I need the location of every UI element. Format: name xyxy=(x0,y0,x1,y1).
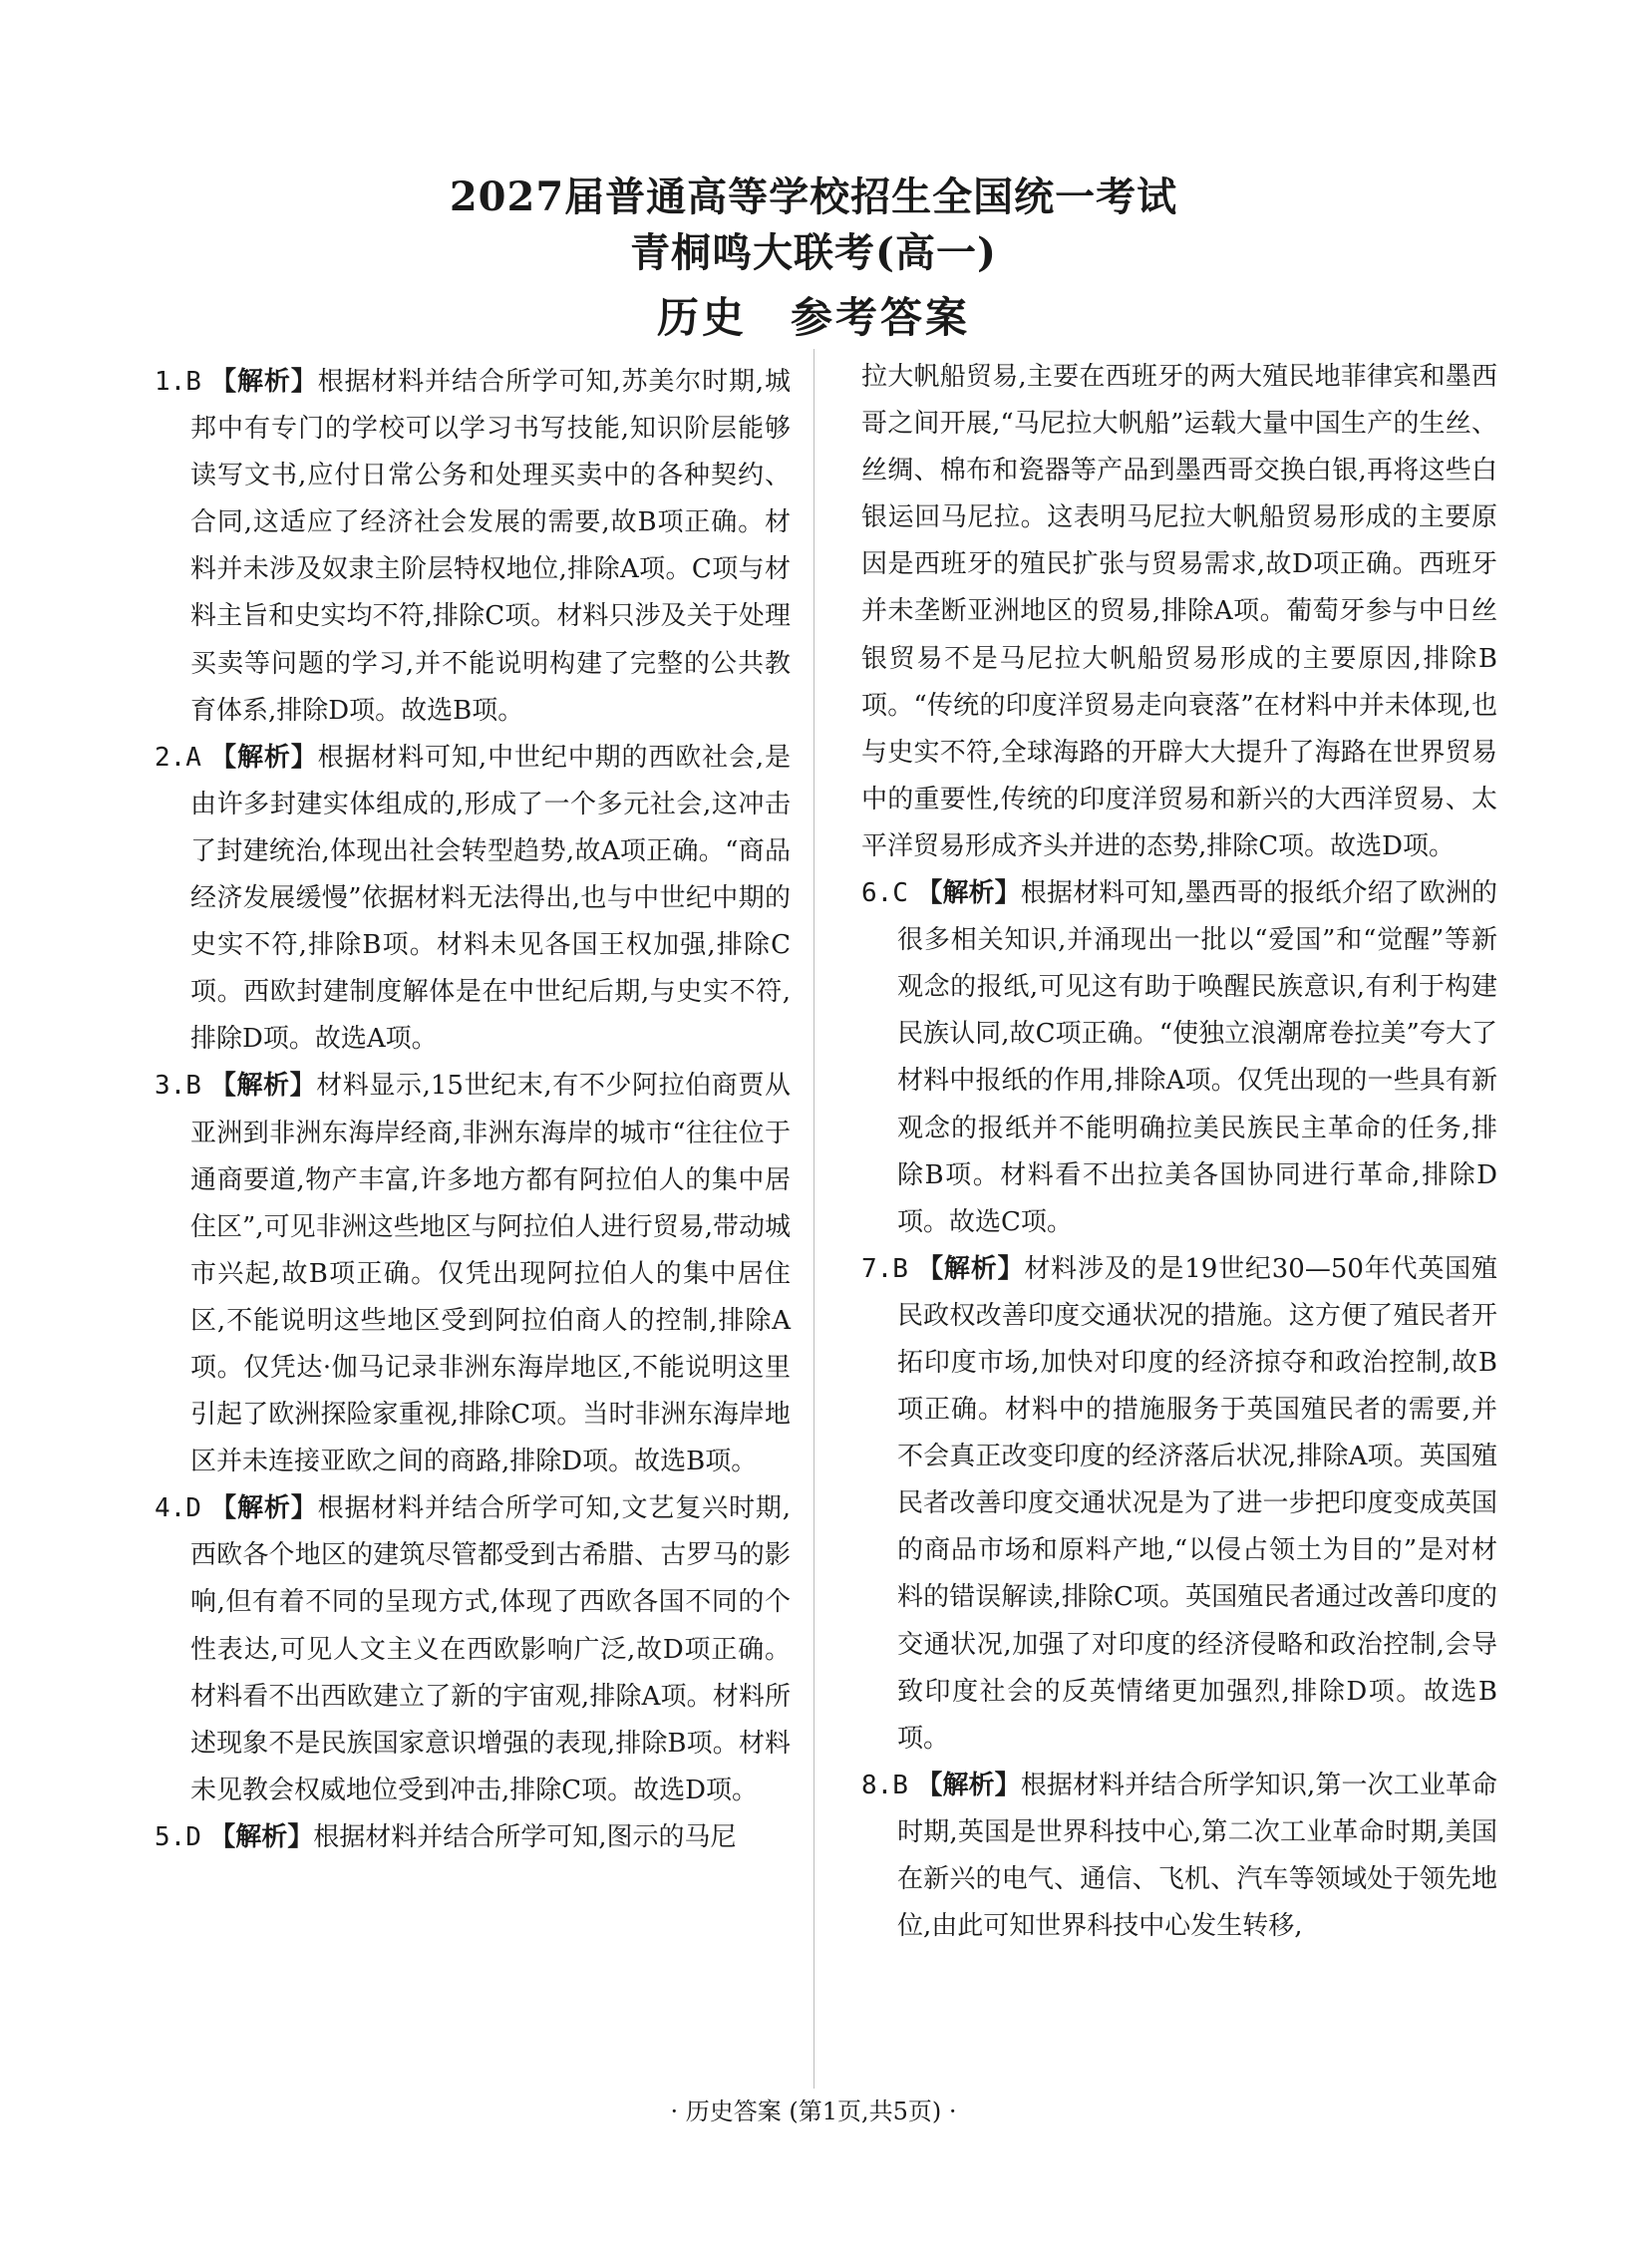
answer-text: 根据材料可知,中世纪中期的西欧社会,是由许多封建实体组成的,形成了一个多元社会,这冲击了封建统治,体现出社会转型趋势,故A项正确。“商品经济发展缓慢”依据材料无法得出,也与中世纪中期的史实不符,排除B项。材料未见各国王权加强,排除C项。西欧封建制度解体是在中世纪后期,与史实不符,排除D项。故选A项。 xyxy=(190,742,792,1055)
exam-title: 2027届普通高等学校招生全国统一考试 xyxy=(449,173,1178,220)
answer-item-5-continued xyxy=(861,354,1497,870)
analysis-tag: 【解析】 xyxy=(210,367,318,397)
right-column xyxy=(861,354,1497,1950)
page-footer: · 历史答案 (第1页,共5页) · xyxy=(670,2098,957,2125)
answer-text: 根据材料并结合所学可知,文艺复兴时期,西欧各个地区的建筑尽管都受到古希腊、古罗马的影响,但有着不同的呈现方式,体现了西欧各国不同的个性表达,可见人文主义在西欧影响广泛,故D项正确。材料看不出西欧建立了新的宇宙观,排除A项。材料所述现象不是民族国家意识增强的表现,排除B项。材料未见教会权威地位受到冲击,排除C项。故选D项。 xyxy=(190,1493,792,1805)
analysis-tag: 【解析】 xyxy=(916,1770,1021,1800)
analysis-tag: 【解析】 xyxy=(209,1071,317,1102)
answer-item-2 xyxy=(155,735,791,1064)
document-title xyxy=(0,285,1627,345)
answer-item-8 xyxy=(861,1763,1497,1950)
answer-item-1 xyxy=(155,359,791,735)
answer-number: 5.D xyxy=(155,1821,201,1852)
answer-text: 根据材料可知,墨西哥的报纸介绍了欧洲的很多相关知识,并涌现出一批以“爱国”和“觉醒”等新观念的报纸,可见这有助于唤醒民族意识,有利于构建民族认同,故C项正确。“使独立浪潮席卷拉美”夸大了材料中报纸的作用,排除A项。仅凭出现的一些具有新观念的报纸并不能明确拉美民族民主革命的任务,排除B项。材料看不出拉美各国协同进行革命,排除D项。故选C项。 xyxy=(897,878,1497,1237)
analysis-tag: 【解析】 xyxy=(917,1253,1025,1284)
left-column xyxy=(155,359,791,1861)
answer-text: 根据材料并结合所学知识,第一次工业革命时期,英国是世界科技中心,第二次工业革命时期,美国在新兴的电气、通信、飞机、汽车等领域处于领先地位,由此可知世界科技中心发生转移, xyxy=(897,1770,1497,1942)
answer-number: 2.A xyxy=(155,742,201,773)
answer-item-7 xyxy=(861,1246,1497,1763)
answer-text: 拉大帆船贸易,主要在西班牙的两大殖民地菲律宾和墨西哥之间开展,“马尼拉大帆船”运载大量中国生产的生丝、丝绸、棉布和瓷器等产品到墨西哥交换白银,再将这些白银运回马尼拉。这表明马尼拉大帆船贸易形成的主要原因是西班牙的殖民扩张与贸易需求,故D项正确。西班牙并未垄断亚洲地区的贸易,排除A项。葡萄牙参与中日丝银贸易不是马尼拉大帆船贸易形成的主要原因,排除B项。“传统的印度洋贸易走向衰落”在材料中并未体现,也与史实不符,全球海路的开辟大大提升了海路在世界贸易中的重要性,传统的印度洋贸易和新兴的大西洋贸易、太平洋贸易形成齐头并进的态势,排除C项。故选D项。 xyxy=(861,362,1497,861)
answer-item-6 xyxy=(861,870,1497,1246)
doc-type-label: 参考答案 xyxy=(791,293,971,342)
answer-number: 8.B xyxy=(861,1770,908,1800)
answer-text: 根据材料并结合所学可知,图示的马尼 xyxy=(313,1821,737,1852)
answer-number: 3.B xyxy=(155,1071,201,1102)
analysis-tag: 【解析】 xyxy=(209,1821,314,1852)
analysis-tag: 【解析】 xyxy=(210,742,318,773)
answer-item-3 xyxy=(155,1063,791,1485)
analysis-tag: 【解析】 xyxy=(916,878,1021,909)
answer-item-5 xyxy=(155,1814,791,1861)
answer-text: 根据材料并结合所学可知,苏美尔时期,城邦中有专门的学校可以学习书写技能,知识阶层能够读写文书,应付日常公务和处理买卖中的各种契约、合同,这适应了经济社会发展的需要,故B项正确。材料并未涉及奴隶主阶层特权地位,排除A项。C项与材料主旨和史实均不符,排除C项。材料只涉及关于处理买卖等问题的学习,并不能说明构建了完整的公共教育体系,排除D项。故选B项。 xyxy=(190,367,792,726)
analysis-tag: 【解析】 xyxy=(210,1493,318,1524)
answer-number: 4.D xyxy=(155,1493,201,1524)
answer-number: 1.B xyxy=(155,367,201,397)
answer-number: 7.B xyxy=(861,1253,908,1284)
subject-label: 历史 xyxy=(656,293,747,342)
answer-text: 材料涉及的是19世纪30—50年代英国殖民政权改善印度交通状况的措施。这方便了殖民者开拓印度市场,加快对印度的经济掠夺和政治控制,故B项正确。材料中的措施服务于英国殖民者的需要,并不会真正改变印度的经济落后状况,排除A项。英国殖民者改善印度交通状况是为了进一步把印度变成英国的商品市场和原料产地,“以侵占领土为目的”是对材料的错误解读,排除C项。英国殖民者通过改善印度的交通状况,加强了对印度的经济侵略和政治控制,会导致印度社会的反英情绪更加强烈,排除D项。故选B项。 xyxy=(897,1253,1497,1754)
answer-item-4 xyxy=(155,1485,791,1814)
answer-number: 6.C xyxy=(861,878,908,909)
exam-subtitle: 青桐鸣大联考(高一) xyxy=(630,229,997,276)
answer-text: 材料显示,15世纪末,有不少阿拉伯商贾从亚洲到非洲东海岸经商,非洲东海岸的城市“往往位于通商要道,物产丰富,许多地方都有阿拉伯人的集中居住区”,可见非洲这些地区与阿拉伯人进行贸易,带动城市兴起,故B项正确。仅凭出现阿拉伯人的集中居住区,不能说明这些地区受到阿拉伯商人的控制,排除A项。仅凭达·伽马记录非洲东海岸地区,不能说明这里引起了欧洲探险家重视,排除C项。当时非洲东海岸地区并未连接亚欧之间的商路,排除D项。故选B项。 xyxy=(190,1071,791,1477)
